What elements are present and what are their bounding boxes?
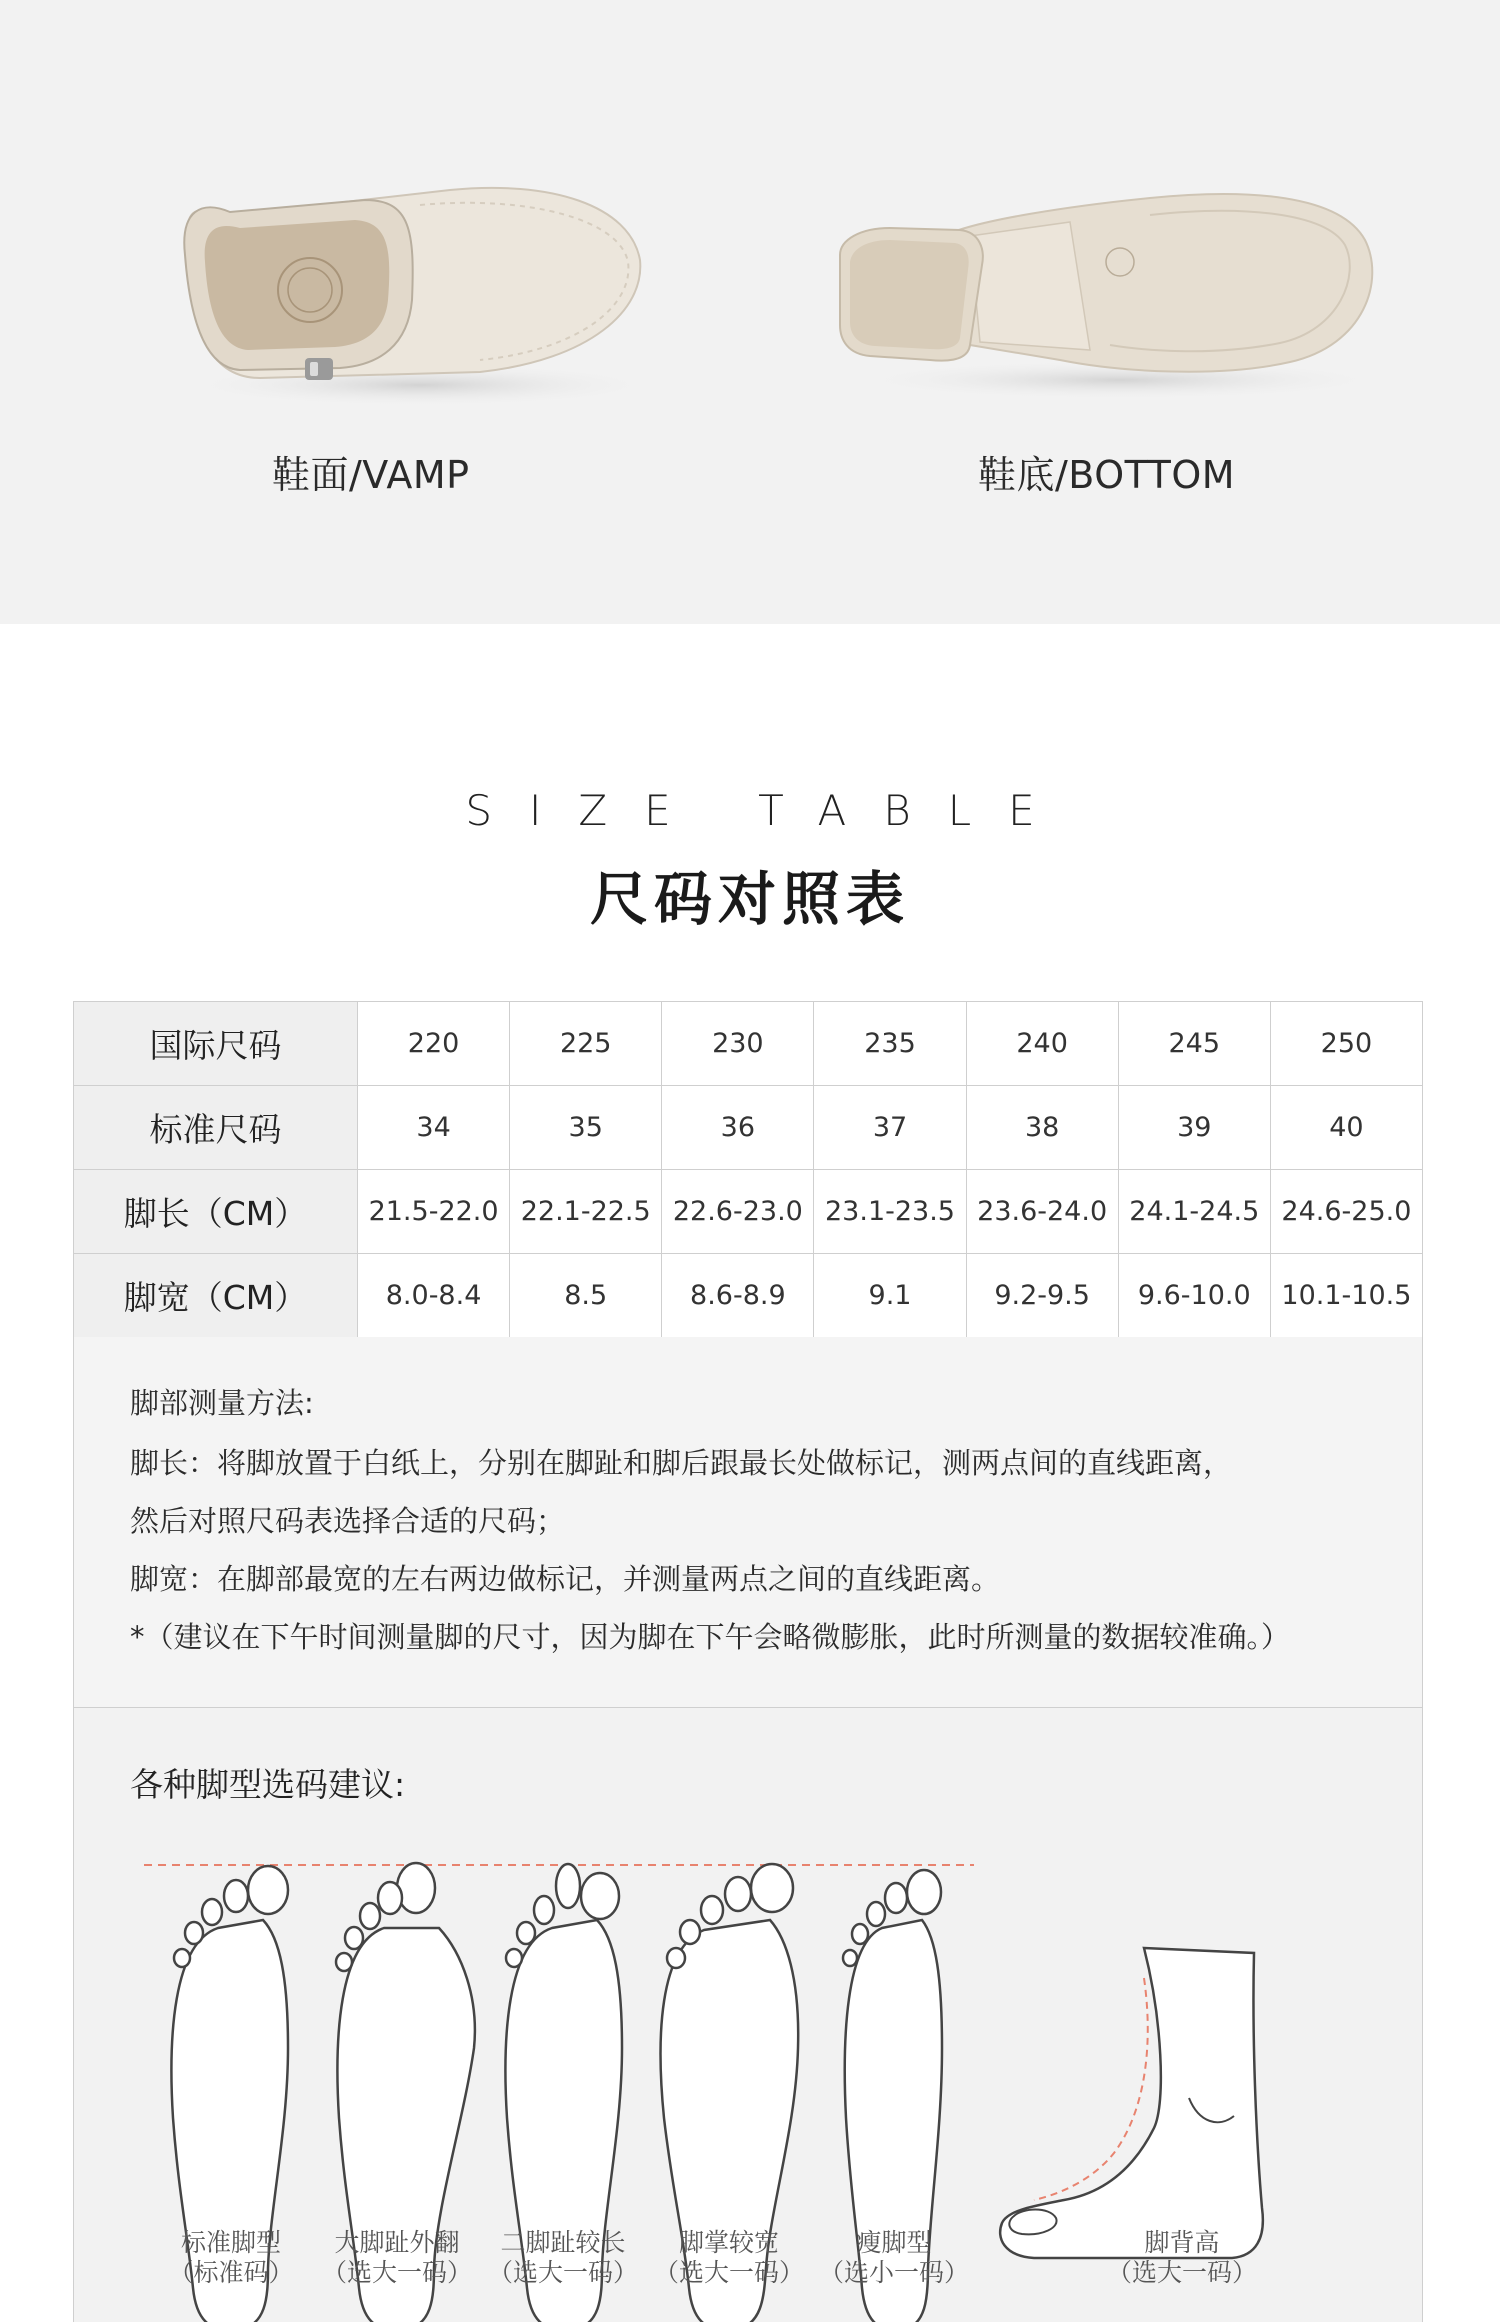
table-cell: 37 (814, 1086, 966, 1170)
table-cell: 23.1-23.5 (814, 1170, 966, 1254)
bottom-view-image (820, 0, 1400, 420)
size-table-heading-en: SIZE TABLE (465, 786, 1072, 835)
foot-type-advice: （选大一码） (321, 2258, 472, 2287)
table-cell: 225 (510, 1002, 662, 1086)
foot-type-name: 标准脚型 (180, 2228, 281, 2257)
table-cell: 40 (1270, 1086, 1422, 1170)
table-cell: 10.1-10.5 (1270, 1254, 1422, 1338)
notes-length-line2: 然后对照尺码表选择合适的尺码； (130, 1504, 566, 1538)
foot-type-name: 大脚趾外翻 (334, 2228, 460, 2257)
foot-type-advice: （选大一码） (487, 2258, 638, 2287)
table-cell: 24.6-25.0 (1270, 1170, 1422, 1254)
table-cell: 21.5-22.0 (358, 1170, 510, 1254)
table-cell: 9.2-9.5 (966, 1254, 1118, 1338)
table-cell: 23.6-24.0 (966, 1170, 1118, 1254)
size-table (73, 1001, 1423, 1338)
foot-type-name: 二脚趾较长 (500, 2228, 626, 2257)
table-cell: 9.6-10.0 (1118, 1254, 1270, 1338)
foot-type-title: 各种脚型选码建议: (130, 1765, 406, 1804)
table-cell: 235 (814, 1002, 966, 1086)
table-cell: 240 (966, 1002, 1118, 1086)
row-label: 标准尺码 (74, 1086, 358, 1170)
notes-tip-line: *（建议在下午时间测量脚的尺寸，因为脚在下午会略微膨胀，此时所测量的数据较准确。） (130, 1620, 1291, 1654)
foot-type-name: 脚掌较宽 (678, 2228, 779, 2257)
notes-length-line1: 脚长：将脚放置于白纸上，分别在脚趾和脚后跟最长处做标记，测两点间的直线距离， (130, 1446, 1233, 1480)
foot-type-advice: （选大一码） (653, 2258, 804, 2287)
table-cell: 245 (1118, 1002, 1270, 1086)
foot-type-advice: （选大一码） (1106, 2258, 1257, 2287)
foot-type-name: 脚背高 (1144, 2228, 1220, 2257)
size-table-heading-cn: 尺码对照表 (589, 865, 910, 933)
vamp-view-image (150, 0, 670, 420)
table-row-foot-width (74, 1254, 1423, 1338)
table-cell: 38 (966, 1086, 1118, 1170)
table-cell: 9.1 (814, 1254, 966, 1338)
foot-high-instep-icon (1000, 1948, 1263, 2258)
vamp-caption: 鞋面/VAMP (272, 453, 470, 497)
foot-label-high-instep (1082, 2228, 1282, 2288)
row-label: 国际尺码 (74, 1002, 358, 1086)
table-cell: 8.6-8.9 (662, 1254, 814, 1338)
table-cell: 22.1-22.5 (510, 1170, 662, 1254)
table-cell: 36 (662, 1086, 814, 1170)
table-cell: 220 (358, 1002, 510, 1086)
measurement-notes (73, 1337, 1423, 1707)
table-cell: 250 (1270, 1002, 1422, 1086)
product-views-band (0, 0, 1500, 624)
row-label: 脚宽（CM） (74, 1254, 358, 1338)
notes-width-line: 脚宽：在脚部最宽的左右两边做标记，并测量两点之间的直线距离。 (130, 1562, 1001, 1596)
table-row-intl-size (74, 1002, 1423, 1086)
table-row-standard-size (74, 1086, 1423, 1170)
table-cell: 22.6-23.0 (662, 1170, 814, 1254)
table-cell: 8.0-8.4 (358, 1254, 510, 1338)
foot-label-slim (794, 2228, 994, 2288)
bottom-caption: 鞋底/BOTTOM (978, 453, 1236, 497)
foot-type-name: 瘦脚型 (856, 2228, 932, 2257)
notes-title: 脚部测量方法: (130, 1386, 314, 1420)
table-cell: 35 (510, 1086, 662, 1170)
table-cell: 24.1-24.5 (1118, 1170, 1270, 1254)
table-cell: 8.5 (510, 1254, 662, 1338)
foot-type-advice: （选小一码） (818, 2258, 969, 2287)
table-cell: 39 (1118, 1086, 1270, 1170)
foot-type-advice: （标准码） (168, 2258, 294, 2287)
table-row-foot-length (74, 1170, 1423, 1254)
foot-type-section (73, 1707, 1423, 2322)
table-cell: 34 (358, 1086, 510, 1170)
table-cell: 230 (662, 1002, 814, 1086)
row-label: 脚长（CM） (74, 1170, 358, 1254)
